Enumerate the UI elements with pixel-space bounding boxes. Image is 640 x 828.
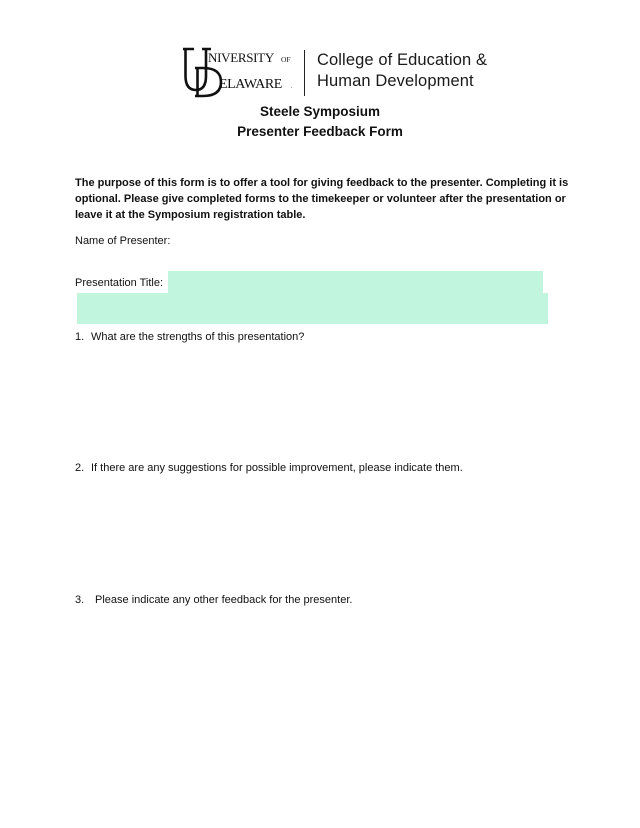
question-2: [75, 462, 463, 474]
university-logo: [181, 46, 491, 98]
question-text: If there are any suggestions for possible improvement, please indicate them.: [91, 462, 463, 474]
logo-divider: [304, 50, 305, 96]
university-of-delaware-logo-icon: [181, 46, 303, 98]
form-title: Presenter Feedback Form: [237, 124, 403, 139]
svg-text:NIVERSITY: NIVERSITY: [208, 50, 274, 65]
question-text: Please indicate any other feedback for the presenter.: [95, 594, 353, 606]
presentation-title-label: Presentation Title:: [75, 277, 164, 289]
question-number: 3.: [75, 594, 85, 606]
presentation-title-field[interactable]: [168, 271, 543, 293]
presenter-name-label: Name of Presenter:: [75, 235, 171, 247]
svg-text:OF: OF: [281, 55, 291, 64]
question-1: [75, 331, 304, 343]
svg-text:.: .: [291, 84, 293, 90]
question-number: 2.: [75, 462, 85, 474]
question-text: What are the strengths of this presentation?: [91, 331, 305, 343]
question-number: 1.: [75, 331, 85, 343]
college-name-line-2: Human Development: [317, 72, 474, 90]
question-3: [75, 594, 352, 606]
symposium-title: Steele Symposium: [259, 104, 381, 119]
intro-paragraph: The purpose of this form is to offer a tool for giving feedback to the presenter. Completing it is optional. Please give completed forms to the timekeeper or volunteer after the presentation or leave it at the Symposium registration table.: [75, 177, 569, 221]
presentation-title-field-line-2[interactable]: [77, 293, 548, 324]
svg-text:ELAWARE: ELAWARE: [219, 77, 282, 92]
college-name-line-1: College of Education &: [317, 51, 488, 69]
